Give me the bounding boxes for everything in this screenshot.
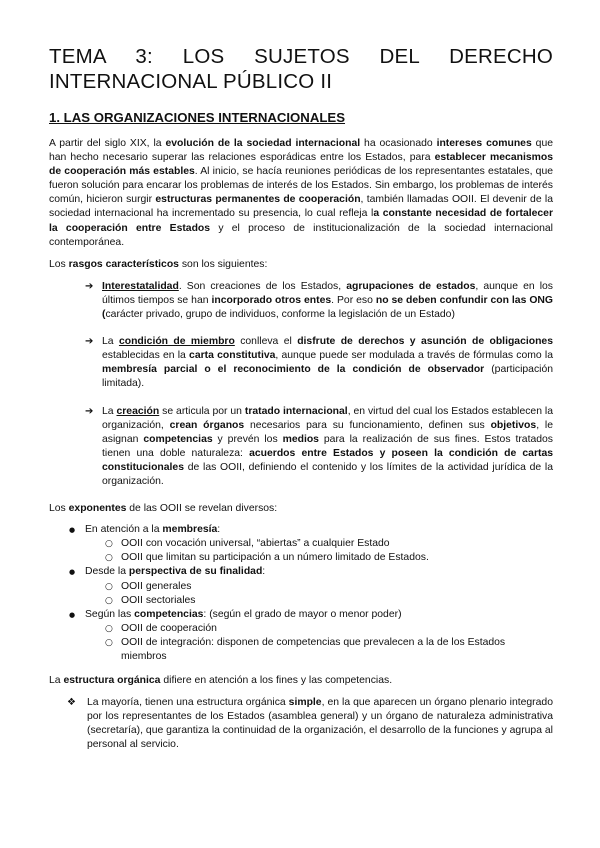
rasgo-item [87, 335, 553, 391]
exponente-item [69, 565, 553, 607]
rasgo-item [87, 280, 553, 322]
rasgos-list [87, 280, 553, 489]
bold-text: acuerdos entre Estados y poseen la condición de cartas constitucionales [102, 447, 554, 473]
bold-text: exponentes [68, 503, 127, 515]
text: se articula por un [159, 405, 245, 417]
text: Según las [85, 608, 135, 620]
bold-text: evolución de la sociedad internacional [165, 138, 361, 149]
estructura-item [67, 696, 553, 752]
sub-list [105, 622, 553, 664]
bold-text: a constante necesidad de fortalecer la cooperación entre Estados [49, 208, 553, 234]
estructura-lead [49, 674, 553, 688]
text: : (según el grado de mayor o menor poder) [203, 608, 402, 620]
bold-text: medios [282, 433, 319, 445]
text: para la realización de sus fines. Estos tratados tienen una doble naturaleza: [102, 433, 553, 459]
text: , aunque en los últimos tiempos se han [102, 280, 553, 306]
bold-text: agrupaciones de estados [346, 280, 476, 292]
text: , en la que aparecen un órgano plenario integrado por los representantes de los Estados (asamblea general) y un órgano de naturaleza administrativa (secretaría), que garantiza la continuidad de la organización, el desarrollo de la funciones y agrupa al personal al servicio. [87, 697, 553, 751]
text: . Por eso [331, 294, 376, 306]
bold-text: incorporado otros entes [211, 294, 332, 306]
text: y prevén los [212, 433, 283, 445]
sub-list [105, 580, 553, 608]
text: y el proceso de institucionalización de la sociedad internacional contemporánea. [49, 222, 553, 248]
bold-text: no se deben confundir con las ONG ( [102, 294, 553, 321]
bold-text: simple [288, 697, 322, 709]
exponente-item [69, 608, 553, 664]
text: : [262, 566, 266, 578]
sub-item: ○ OOII que limitan su participación a un número limitado de Estados. [105, 551, 553, 565]
text: , le asignan [102, 419, 553, 445]
sub-item: ○ OOII de integración: disponen de competencias que prevalecen a la de los Estados miembros [105, 636, 553, 664]
bold-text: objetivos [490, 419, 537, 431]
bold-text: competencias [143, 433, 213, 445]
bold-text: estructuras permanentes de cooperación [155, 194, 361, 206]
text: La [102, 405, 117, 417]
underlined-bold-text: creación [116, 405, 160, 417]
text: , también llamadas OOII. El devenir de la sociedad internacional ha incrementado su presencia, lo cual refleja l [49, 194, 553, 220]
page-title [49, 44, 553, 94]
text: (participación limitada). [102, 364, 554, 390]
bold-text: estructura orgánica [63, 675, 161, 687]
bold-text: disfrute de derechos y asunción de obligaciones [297, 336, 553, 348]
text: de las OOII, definiendo el contenido y los límites de la actividad jurídica de la organización. [102, 461, 553, 487]
text: carácter privado, grupo de individuos, conforme la legislación de un Estado) [105, 309, 455, 321]
bold-text: tratado internacional [244, 405, 348, 417]
estructura-list [67, 696, 553, 752]
text: La mayoría, tienen una estructura orgánica [87, 697, 289, 709]
text: , en virtud del cual los Estados establecen la organización, [102, 405, 553, 431]
text: de las OOII se revelan diversos: [126, 503, 278, 515]
text: : [217, 524, 221, 536]
intro-paragraph [49, 137, 553, 250]
bold-text: intereses comunes [436, 138, 532, 149]
page-title-line-2: INTERNACIONAL PÚBLICO II [49, 70, 333, 93]
exponentes-list [69, 523, 553, 664]
text: . Son creaciones de los Estados, [178, 280, 347, 292]
sub-item: ○ OOII generales [105, 580, 553, 594]
text: establecidas en la [102, 350, 190, 362]
text: En atención a la [85, 524, 163, 536]
sub-list [105, 537, 553, 565]
sub-item: ○ OOII sectoriales [105, 594, 553, 608]
sub-item: ○ OOII de cooperación [105, 622, 553, 636]
bold-text: membresía parcial o el reconocimiento de la condición de observador [102, 364, 485, 376]
text: . Al inicio, se hacía reuniones periódicas de los representantes estatales, que fueron solución para encarar los problemas de interés de los Estados. Sin embargo, los problemas de interés común, hicieron surgir [49, 166, 554, 206]
text: , aunque puede ser modulada a través de fórmulas como la [275, 350, 553, 362]
sub-item: ○ OOII con vocación universal, “abiertas” a cualquier Estado [105, 537, 553, 551]
rasgo-item [87, 405, 553, 490]
section-heading-text: 1. LAS ORGANIZACIONES INTERNACIONALES [49, 110, 346, 125]
text: La [49, 675, 64, 687]
text: Los [49, 258, 69, 270]
rasgos-lead [49, 258, 553, 272]
text: que han hecho necesario superar las relaciones esporádicas entre los Estados, para [49, 138, 553, 164]
page-title-line-1: TEMA 3: LOS SUJETOS DEL DERECHO [49, 45, 553, 68]
text: La [102, 336, 119, 348]
bold-text: competencias [134, 608, 204, 620]
bold-text: perspectiva de su finalidad [128, 566, 263, 578]
text: necesarios para su funcionamiento, definen sus [244, 419, 491, 431]
text: conlleva el [234, 336, 298, 348]
bold-text: rasgos característicos [68, 258, 179, 270]
exponentes-lead [49, 502, 553, 516]
text: difiere en atención a los fines y las competencias. [160, 675, 393, 687]
text: Los [49, 503, 69, 515]
section-heading [49, 110, 553, 126]
bold-text: membresía [162, 524, 218, 536]
underlined-bold-text: condición de miembro [118, 336, 235, 348]
bold-text: carta constitutiva [189, 350, 276, 362]
exponente-item [69, 523, 553, 565]
text: son los siguientes: [178, 258, 268, 270]
bold-text: establecer mecanismos de cooperación más estables [49, 152, 553, 178]
bold-text: crean órganos [169, 419, 245, 431]
underlined-bold-text: Interestatalidad [102, 280, 179, 292]
document-page [49, 44, 553, 753]
text: ha ocasionado [360, 138, 437, 149]
text: A partir del siglo XIX, la [49, 138, 166, 149]
text: Desde la [85, 566, 129, 578]
